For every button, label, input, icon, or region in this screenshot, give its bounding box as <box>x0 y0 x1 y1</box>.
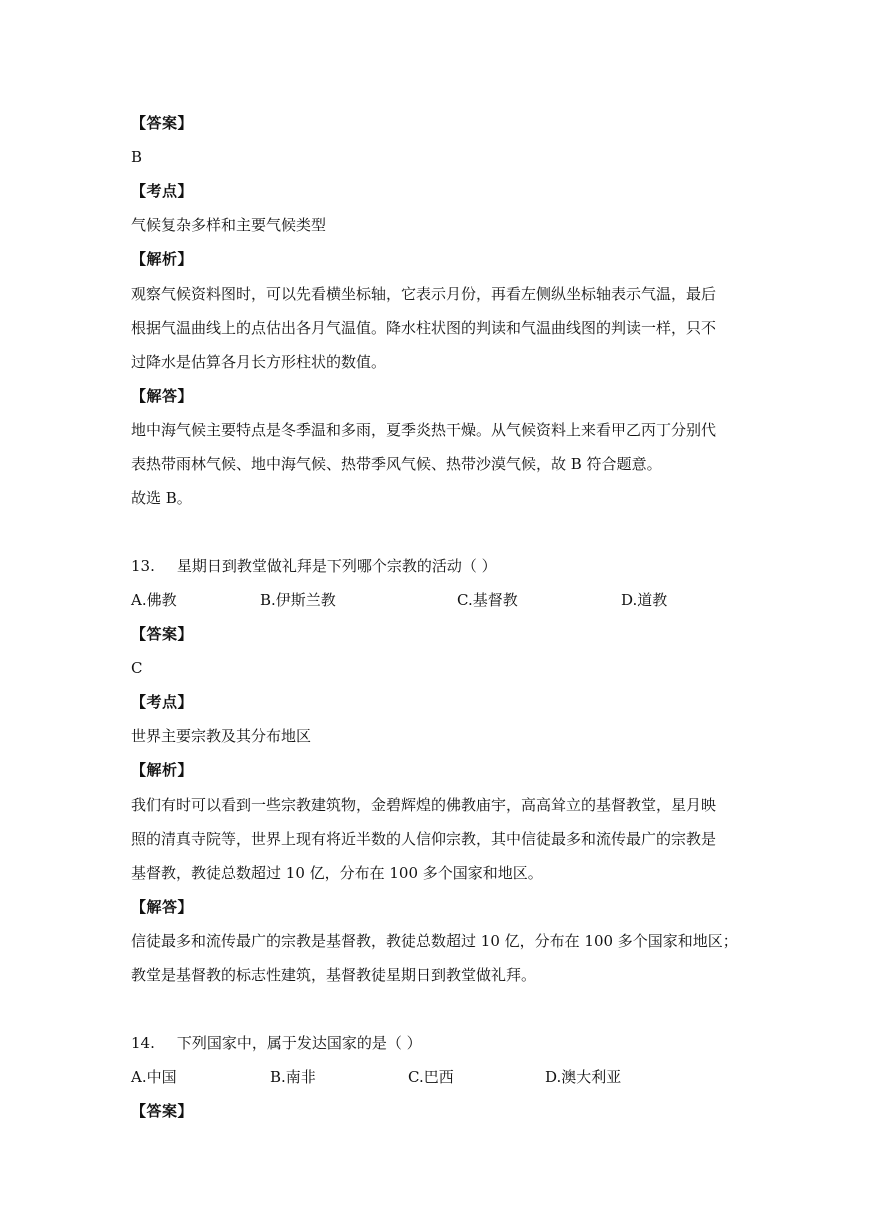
q14-number: 14. <box>131 1034 155 1052</box>
q12-solution-line: 故选 B。 <box>131 489 192 507</box>
q14-option-d: D.澳大利亚 <box>545 1068 622 1086</box>
q14-question-text: 下列国家中，属于发达国家的是（ ） <box>176 1034 422 1052</box>
q12-solution-line: 地中海气候主要特点是冬季温和多雨，夏季炎热干燥。从气候资料上来看甲乙丙丁分别代 <box>131 421 717 439</box>
q13-analysis-tag: 【解析】 <box>131 761 194 779</box>
q14-option-b: B.南非 <box>270 1068 316 1086</box>
q13-question <box>131 556 497 576</box>
q13-option-d: D.道教 <box>621 591 668 609</box>
q13-analysis-line: 照的清真寺院等，世界上现有将近半数的人信仰宗教，其中信徒最多和流传最广的宗教是 <box>131 830 717 848</box>
q12-analysis-tag: 【解析】 <box>131 250 194 268</box>
q12-solution-tag: 【解答】 <box>131 387 194 405</box>
q13-option-a: A.佛教 <box>131 591 177 609</box>
q13-analysis-line: 基督教，教徒总数超过 10 亿，分布在 100 多个国家和地区。 <box>131 864 543 882</box>
q12-analysis-line: 过降水是估算各月长方形柱状的数值。 <box>131 353 387 371</box>
q14-answer-tag: 【答案】 <box>131 1102 194 1120</box>
q13-kaodian-tag: 【考点】 <box>131 693 194 711</box>
q13-solution-tag: 【解答】 <box>131 898 194 916</box>
q13-solution-line: 信徒最多和流传最广的宗教是基督教，教徒总数超过 10 亿，分布在 100 多个国家和地区； <box>131 932 738 950</box>
q12-kaodian-tag: 【考点】 <box>131 182 194 200</box>
q13-question-text: 星期日到教堂做礼拜是下列哪个宗教的活动（ ） <box>176 557 497 575</box>
q13-option-b: B.伊斯兰教 <box>260 591 336 609</box>
q13-option-c: C.基督教 <box>457 591 518 609</box>
q12-answer-tag: 【答案】 <box>131 114 194 132</box>
q13-answer-tag: 【答案】 <box>131 625 194 643</box>
q14-option-a: A.中国 <box>131 1068 177 1086</box>
q13-analysis-line: 我们有时可以看到一些宗教建筑物，金碧辉煌的佛教庙宇，高高耸立的基督教堂，星月映 <box>131 796 717 814</box>
q13-answer: C <box>131 659 143 677</box>
q13-solution-line: 教堂是基督教的标志性建筑，基督教徒星期日到教堂做礼拜。 <box>131 966 537 984</box>
q14-option-c: C.巴西 <box>408 1068 454 1086</box>
q13-number: 13. <box>131 557 155 575</box>
q12-kaodian: 气候复杂多样和主要气候类型 <box>131 216 327 234</box>
q14-question <box>131 1033 422 1053</box>
q12-analysis-line: 根据气温曲线上的点估出各月气温值。降水柱状图的判读和气温曲线图的判读一样，只不 <box>131 319 717 337</box>
q12-analysis-line: 观察气候资料图时，可以先看横坐标轴，它表示月份，再看左侧纵坐标轴表示气温，最后 <box>131 285 717 303</box>
q12-solution-line: 表热带雨林气候、地中海气候、热带季风气候、热带沙漠气候，故 B 符合题意。 <box>131 455 662 473</box>
q12-answer: B <box>131 148 143 166</box>
q13-kaodian: 世界主要宗教及其分布地区 <box>131 727 312 745</box>
